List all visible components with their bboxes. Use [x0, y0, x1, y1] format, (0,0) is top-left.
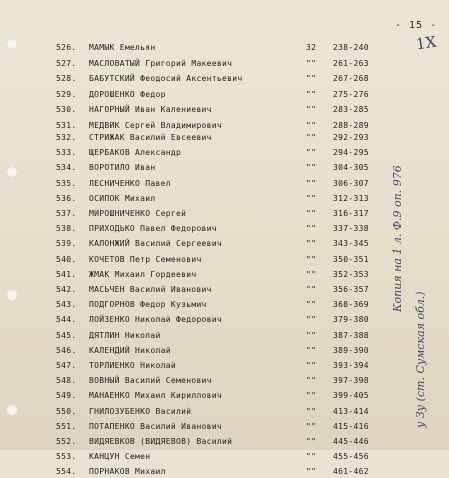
person-name: СТРИЖАК Василий Евсеевич [89, 133, 212, 142]
handwritten-note: Копия на 1 л. Ф.9 оп. 976 [391, 165, 404, 312]
ditto-mark: "" [306, 330, 317, 340]
row-number: 532. [56, 133, 77, 142]
person-name: ГНИЛОЗУБЕНКО Василий [89, 406, 192, 416]
ditto-mark: "" [306, 148, 317, 158]
list-row [0, 208, 449, 220]
person-name: ПОРНАКОВ Михаил [89, 467, 166, 477]
ditto-mark: "" [306, 467, 317, 477]
person-name: ВОРОТИЛО Иван [89, 163, 156, 173]
person-name: ВОВНЫЙ Василий Семенович [89, 376, 212, 386]
ditto-mark: "" [306, 361, 317, 370]
list-row [0, 58, 449, 70]
row-number: 531. [56, 121, 77, 130]
person-name: КАНЦУН Семен [89, 452, 151, 462]
ditto-mark: "" [306, 421, 317, 431]
row-number: 547. [56, 361, 77, 370]
row-number: 529. [56, 89, 77, 99]
row-number: 544. [56, 315, 77, 325]
row-number: 540. [56, 254, 77, 264]
ditto-mark: "" [306, 285, 317, 294]
page-range: 304-305 [333, 163, 369, 173]
page-range: 337-338 [333, 224, 369, 234]
row-number: 548. [56, 376, 77, 386]
list-row [0, 104, 449, 116]
row-number: 543. [56, 300, 77, 310]
row-number: 538. [56, 224, 77, 234]
page-range: 312-313 [333, 193, 369, 203]
list-row [0, 299, 449, 311]
ditto-mark: "" [306, 193, 317, 203]
list-row [0, 162, 449, 174]
page-range: 387-388 [333, 330, 369, 340]
list-row [0, 284, 449, 296]
row-number: 549. [56, 391, 77, 401]
person-name: ЛЕСНИЧЕНКО Павел [89, 178, 171, 188]
list-row [0, 73, 449, 85]
list-row [0, 269, 449, 281]
ditto-mark: "" [306, 163, 317, 173]
page-range: 288-289 [333, 121, 369, 130]
list-row [0, 132, 449, 144]
person-name: МЕДВИК Сергей Владимирович [89, 121, 223, 130]
list-row [0, 345, 449, 357]
person-name: ОСИПОК Михаил [89, 193, 156, 203]
person-name: ЩЕРБАКОВ Александр [89, 148, 182, 158]
page-range: 389-390 [333, 345, 369, 355]
ditto-mark: "" [306, 376, 317, 386]
list-row [0, 375, 449, 387]
list-row [0, 120, 449, 132]
page-number: - 15 - [395, 20, 438, 31]
page-range: 275-276 [333, 89, 369, 99]
row-number: 528. [56, 74, 77, 84]
list-row [0, 314, 449, 326]
person-name: КАЛЕНДИЙ Николай [89, 345, 171, 355]
person-name: МАСЛОВАТЫЙ Григорий Макеевич [89, 58, 233, 68]
list-row [0, 466, 449, 478]
ditto-mark: "" [306, 345, 317, 355]
ditto-mark: "" [306, 391, 317, 401]
page-range: 461-462 [333, 467, 369, 477]
person-name: ПРИХОДЬКО Павел Федорович [89, 224, 217, 234]
person-name: ПОДГОРНОВ Федор Кузьмич [89, 300, 207, 310]
row-number: 542. [56, 285, 77, 294]
ditto-mark: "" [306, 209, 317, 218]
page-range: 356-357 [333, 285, 369, 294]
row-number: 545. [56, 330, 77, 340]
list-row [0, 147, 449, 159]
page-range: 261-263 [333, 58, 369, 68]
page-range: 379-380 [333, 315, 369, 325]
list-row [0, 436, 449, 448]
row-number: 534. [56, 163, 77, 173]
page-range: 316-317 [333, 209, 369, 218]
person-name: БАБУТСКИЙ Феодосий Аксентьевич [89, 74, 243, 84]
row-number: 541. [56, 269, 77, 279]
person-name: МИРОШНИЧЕНКО Сергей [89, 209, 187, 218]
person-name: МАНАЕНКО Михаил Кириллович [89, 391, 223, 401]
page-range: 238-240 [333, 43, 369, 52]
list-row [0, 360, 449, 372]
row-number: 527. [56, 58, 77, 68]
person-name: НАГОРНЫЙ Иван Калениевич [89, 105, 212, 115]
handwritten-page-number: 1X [414, 32, 438, 54]
ditto-mark: "" [306, 121, 317, 130]
ditto-mark: "" [306, 89, 317, 99]
row-number: 550. [56, 406, 77, 416]
page-range: 393-394 [333, 361, 369, 370]
page-range: 368-369 [333, 300, 369, 310]
row-number: 536. [56, 193, 77, 203]
ditto-mark: "" [306, 437, 317, 446]
page-range: 294-295 [333, 148, 369, 158]
page-range: 413-414 [333, 406, 369, 416]
row-number: 553. [56, 452, 77, 462]
page-range: 292-293 [333, 133, 369, 142]
list-row [0, 254, 449, 266]
person-name: ВИДЯЕВКОВ (ВИДЯЕВОВ) Василий [89, 437, 233, 446]
person-name: ЖМАК Михаил Гордеевич [89, 269, 197, 279]
person-name: ДОРОШЕНКО Федор [89, 89, 166, 99]
ditto-mark: "" [306, 315, 317, 325]
list-row [0, 238, 449, 250]
person-name: МАСЬЧЕН Василий Иванович [89, 285, 212, 294]
page-range: 350-351 [333, 254, 369, 264]
row-number: 535. [56, 178, 77, 188]
page-range: 267-268 [333, 74, 369, 84]
person-name: КОЧЕТОВ Петр Семенович [89, 254, 202, 264]
page-range: 399-405 [333, 391, 369, 401]
page-range: 455-456 [333, 452, 369, 462]
row-number: 551. [56, 421, 77, 431]
list-row [0, 223, 449, 235]
list-row [0, 89, 449, 101]
ditto-mark: "" [306, 74, 317, 84]
ditto-mark: "" [306, 254, 317, 264]
ditto-mark: 32 [306, 43, 317, 52]
ditto-mark: "" [306, 178, 317, 188]
ditto-mark: "" [306, 58, 317, 68]
row-number: 539. [56, 239, 77, 249]
ditto-mark: "" [306, 133, 317, 142]
page-range: 445-446 [333, 437, 369, 446]
person-name: МАМЫК Емельян [89, 43, 156, 52]
row-number: 530. [56, 105, 77, 115]
list-row [0, 451, 449, 463]
row-number: 537. [56, 209, 77, 218]
ditto-mark: "" [306, 239, 317, 249]
list-row [0, 390, 449, 402]
row-number: 526. [56, 43, 77, 52]
person-name: ЛОЙЗЕНКО Николай Федорович [89, 315, 223, 325]
page-range: 306-307 [333, 178, 369, 188]
person-name: ДЯТЛИН Николай [89, 330, 161, 340]
list-row [0, 406, 449, 418]
page-range: 415-416 [333, 421, 369, 431]
list-row [0, 42, 449, 54]
page-range: 397-398 [333, 376, 369, 386]
row-number: 546. [56, 345, 77, 355]
page-range: 283-285 [333, 105, 369, 115]
ditto-mark: "" [306, 452, 317, 462]
page-range: 343-345 [333, 239, 369, 249]
ditto-mark: "" [306, 269, 317, 279]
handwritten-note: у Зу (ст. Сумская обл.) [414, 291, 427, 428]
ditto-mark: "" [306, 105, 317, 115]
list-row [0, 421, 449, 433]
person-name: КАЛОНЖИЙ Василий Сергеевич [89, 239, 223, 249]
ditto-mark: "" [306, 300, 317, 310]
person-name: ПОТАПЕНКО Василий Иванович [89, 421, 223, 431]
row-number: 533. [56, 148, 77, 158]
ditto-mark: "" [306, 406, 317, 416]
ditto-mark: "" [306, 224, 317, 234]
list-row [0, 178, 449, 190]
list-row [0, 330, 449, 342]
person-name: ТОРЛИЕНКО Николай [89, 361, 176, 370]
list-row [0, 193, 449, 205]
row-number: 554. [56, 467, 77, 477]
page-range: 352-353 [333, 269, 369, 279]
row-number: 552. [56, 437, 77, 446]
